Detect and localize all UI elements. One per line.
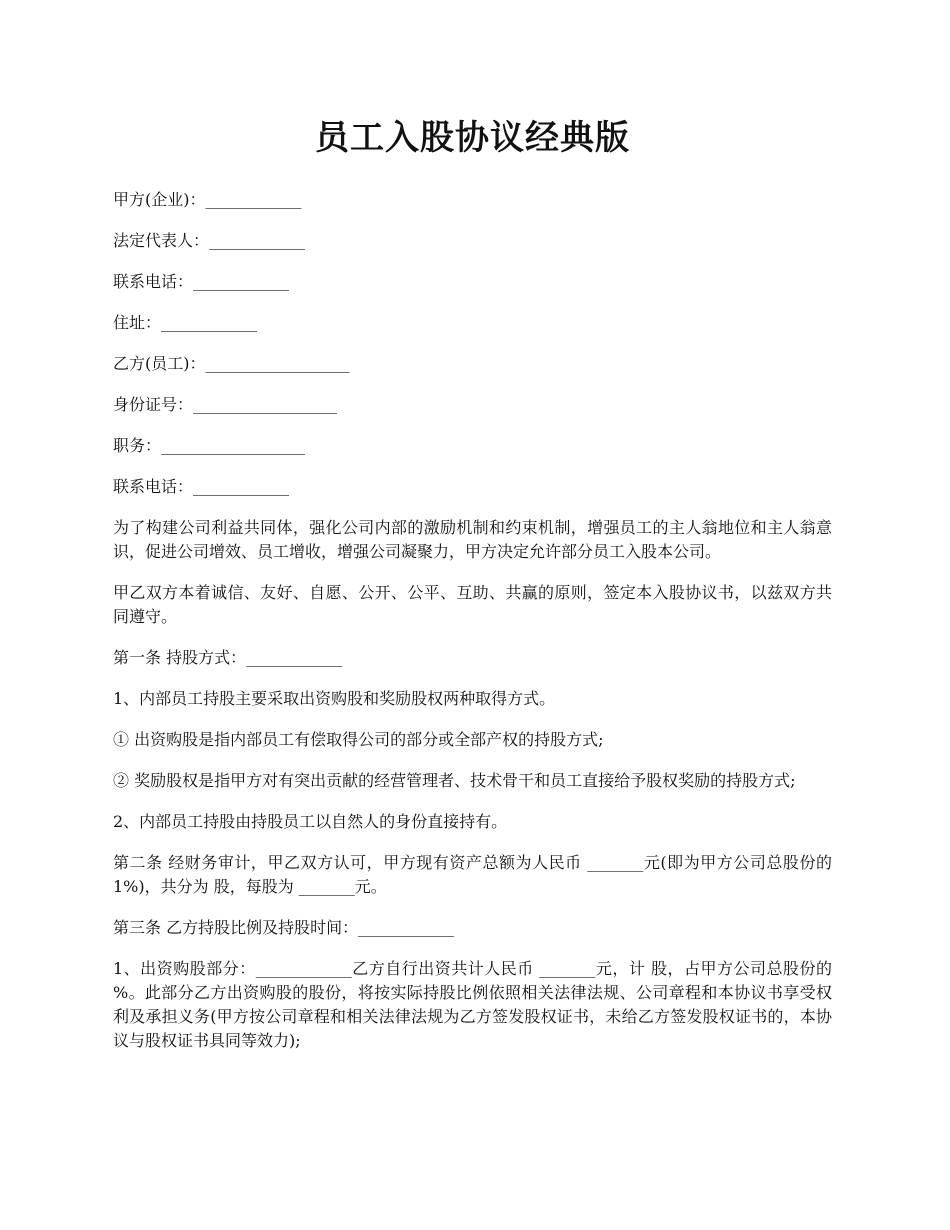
field-party-a-phone — [113, 270, 832, 294]
field-blank: ____________ — [209, 231, 306, 250]
field-label: 职务： — [113, 436, 162, 455]
article-2: 第二条 经财务审计，甲乙双方认可，甲方现有资产总额为人民币 _______元(即为甲方公司总股份的 1%)，共分为 股，每股为 _______元。 — [113, 853, 838, 896]
field-blank: __________________ — [161, 436, 306, 455]
field-label: 法定代表人： — [113, 231, 210, 250]
document-title: 员工入股协议经典版 — [315, 118, 630, 158]
field-blank: ____________ — [161, 313, 258, 332]
field-label: 联系电话： — [113, 272, 194, 291]
article-1-clause-1: 1、内部员工持股主要采取出资购股和奖励股权两种取得方式。 — [113, 689, 556, 708]
field-label: 身份证号： — [113, 395, 194, 414]
field-party-b — [113, 352, 832, 376]
field-label: 甲方(企业)： — [113, 190, 206, 209]
field-address — [113, 311, 832, 335]
field-blank: ____________ — [205, 190, 302, 209]
field-id-number — [113, 393, 832, 417]
field-blank: __________________ — [193, 395, 338, 414]
field-position — [113, 434, 832, 458]
article-1-item-2: ② 奖励股权是指甲方对有突出贡献的经营管理者、技术骨干和员工直接给予股权奖励的持股方式; — [113, 771, 796, 790]
field-party-b-phone — [113, 475, 832, 499]
article-3-heading: 第三条 乙方持股比例及持股时间：____________ — [113, 918, 455, 937]
article-1-clause-2: 2、内部员工持股由持股员工以自然人的身份直接持有。 — [113, 812, 508, 831]
paragraph-principles: 甲乙双方本着诚信、友好、自愿、公开、公平、互助、共赢的原则，签定本入股协议书，以兹双方共同遵守。 — [113, 583, 832, 626]
field-legal-representative — [113, 229, 832, 253]
article-3-clause-1: 1、出资购股部分：____________乙方自行出资共计人民币 _______元，计 股，占甲方公司总股份的 %。此部分乙方出资购股的股份，将按实际持股比例依照相关法律法规、公司章程和本协议书享受权利及承担义务(甲方按公司章程和相关法律法规为乙方签发股权证书，未给乙方签发股权证书的，本协议与股权证书具同等效力); — [113, 959, 838, 1050]
field-blank: __________________ — [205, 354, 350, 373]
article-1-heading: 第一条 持股方式：____________ — [113, 648, 343, 667]
field-blank: ____________ — [193, 272, 290, 291]
article-1-item-1: ① 出资购股是指内部员工有偿取得公司的部分或全部产权的持股方式; — [113, 730, 604, 749]
field-blank: ____________ — [193, 477, 290, 496]
paragraph-preamble: 为了构建公司利益共同体，强化公司内部的激励机制和约束机制，增强员工的主人翁地位和主人翁意识，促进公司增效、员工增收，增强公司凝聚力，甲方决定允许部分员工入股本公司。 — [113, 518, 832, 561]
field-party-a — [113, 188, 832, 212]
field-label: 乙方(员工)： — [113, 354, 206, 373]
field-label: 住址： — [113, 313, 162, 332]
field-label: 联系电话： — [113, 477, 194, 496]
